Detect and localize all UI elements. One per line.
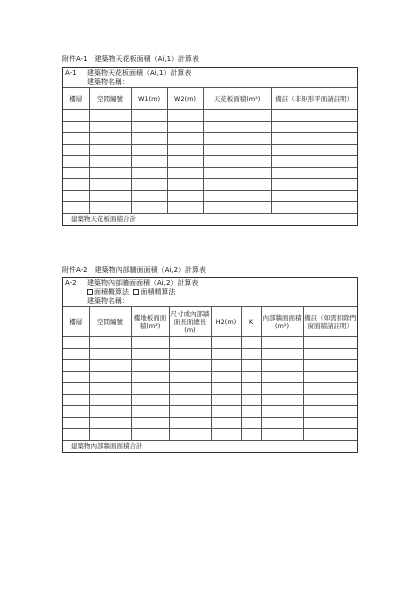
table-cell[interactable] [89,190,131,202]
table-cell[interactable] [131,110,167,122]
table-row [63,167,357,179]
table-row [63,429,357,441]
table-cell[interactable] [89,144,131,156]
table-row [63,121,357,133]
option1-label: 面積概算法 [94,288,129,296]
table-cell[interactable] [131,394,169,406]
table-cell[interactable] [211,383,241,395]
table-cell[interactable] [303,360,357,372]
table-cell[interactable] [167,167,203,179]
table-cell[interactable] [131,429,169,441]
table-cell[interactable] [89,337,131,349]
table-cell[interactable] [211,348,241,360]
table-row [63,202,357,214]
table-cell[interactable] [131,371,169,383]
table-cell[interactable] [169,394,211,406]
table-cell[interactable] [241,371,261,383]
table-cell[interactable] [63,406,89,418]
table-cell[interactable] [303,337,357,349]
table1-code: A-1 [65,69,77,77]
table1-caption: 附件A-1 建築物天花板面積（Ai,1）計算表 [62,55,200,63]
table-cell[interactable] [89,348,131,360]
table2-title: 建築物內部牆面面積（Ai,2）計算表 [87,279,199,287]
table-cell[interactable] [271,121,357,133]
table-row [63,406,357,418]
table-cell[interactable] [303,383,357,395]
table-cell[interactable] [131,121,167,133]
table-cell[interactable] [89,406,131,418]
table1-col-area: 天花板面積(m²) [203,88,271,110]
table2-col-wall-area: 內部牆面面積(m²) [261,307,303,337]
table2-total: 建築物內部牆面面積合計 [63,440,357,452]
table2-box [62,277,358,453]
table-cell[interactable] [203,156,271,168]
option2-checkbox[interactable] [133,289,139,295]
table-cell[interactable] [167,121,203,133]
table-cell[interactable] [63,167,89,179]
table-cell[interactable] [131,383,169,395]
table-cell[interactable] [63,121,89,133]
table-cell[interactable] [63,417,89,429]
table-cell[interactable] [271,144,357,156]
table-cell[interactable] [167,133,203,145]
table-cell[interactable] [131,167,167,179]
option2-label: 面積精算法 [140,288,176,296]
table-cell[interactable] [203,167,271,179]
table2-col-wall-length: 尺寸或內部牆面長面總長(m) [169,307,211,337]
table-cell[interactable] [303,406,357,418]
table-row [63,144,357,156]
table-cell[interactable] [63,348,89,360]
table-cell[interactable] [261,348,303,360]
table-cell[interactable] [271,179,357,191]
table1-title: 建築物天花板面積（Ai,1）計算表 [87,69,192,77]
table-cell[interactable] [241,337,261,349]
table-cell[interactable] [131,406,169,418]
table2-grid [63,306,357,452]
table-cell[interactable] [167,190,203,202]
table-row [63,348,357,360]
table-cell[interactable] [203,144,271,156]
table-cell[interactable] [63,144,89,156]
table-row [63,156,357,168]
table-row [63,383,357,395]
table-cell[interactable] [169,383,211,395]
table-cell[interactable] [89,133,131,145]
table-cell[interactable] [271,167,357,179]
option1-checkbox[interactable] [87,289,93,295]
table-cell[interactable] [211,394,241,406]
table-row [63,179,357,191]
table1-col-w1: W1(m) [131,88,167,110]
table-cell[interactable] [261,337,303,349]
table-cell[interactable] [241,417,261,429]
table-cell[interactable] [63,133,89,145]
table-cell[interactable] [63,371,89,383]
table-cell[interactable] [63,190,89,202]
table-cell[interactable] [203,110,271,122]
table-cell[interactable] [63,383,89,395]
table1-col-w2: W2(m) [167,88,203,110]
table-cell[interactable] [211,337,241,349]
table-cell[interactable] [169,429,211,441]
table-cell[interactable] [241,360,261,372]
table-cell[interactable] [241,348,261,360]
table-cell[interactable] [89,110,131,122]
table1-col-remark: 備註（非矩形平面請註明） [271,88,357,110]
table-cell[interactable] [167,144,203,156]
table-cell[interactable] [63,394,89,406]
table-cell[interactable] [167,179,203,191]
table-cell[interactable] [261,406,303,418]
table-cell[interactable] [131,190,167,202]
table-cell[interactable] [169,417,211,429]
table-cell[interactable] [203,121,271,133]
table-cell[interactable] [131,179,167,191]
table-cell[interactable] [169,371,211,383]
table-cell[interactable] [63,202,89,214]
table-cell[interactable] [203,190,271,202]
table-cell[interactable] [89,394,131,406]
table-row [63,337,357,349]
table-row [63,190,357,202]
table-row [63,110,357,122]
table-cell[interactable] [211,429,241,441]
table-cell[interactable] [63,110,89,122]
table-cell[interactable] [89,360,131,372]
table2-col-space-id: 空間編號 [89,307,131,337]
table-cell[interactable] [63,156,89,168]
table2-col-floor-area: 樓地板面面積(m²) [131,307,169,337]
table-cell[interactable] [211,360,241,372]
table1-box [62,67,358,226]
table-cell[interactable] [89,156,131,168]
table-row [63,371,357,383]
table-cell[interactable] [303,417,357,429]
table-cell[interactable] [261,383,303,395]
table1-building-name: 建築物名稱： [87,78,129,86]
table-cell[interactable] [271,156,357,168]
table-cell[interactable] [89,167,131,179]
table-cell[interactable] [241,406,261,418]
table-cell[interactable] [169,406,211,418]
table-cell[interactable] [131,144,167,156]
table-cell[interactable] [203,133,271,145]
table-cell[interactable] [89,121,131,133]
table-row [63,360,357,372]
table-cell[interactable] [131,202,167,214]
table-cell[interactable] [271,133,357,145]
table2-col-floor: 樓層 [63,307,89,337]
table2-building-name: 建築物名稱： [87,297,129,305]
table-row [63,394,357,406]
table-cell[interactable] [261,371,303,383]
table2-col-h2: H2(m) [211,307,241,337]
table-cell[interactable] [167,156,203,168]
table-cell[interactable] [261,394,303,406]
table-cell[interactable] [63,337,89,349]
table-cell[interactable] [303,394,357,406]
table2-col-remark: 備註（如需扣除門窗面積請註明） [303,307,357,337]
table-cell[interactable] [131,417,169,429]
table-cell[interactable] [167,110,203,122]
table-cell[interactable] [131,360,169,372]
table1-col-floor: 樓層 [63,88,89,110]
table-cell[interactable] [261,417,303,429]
table-row [63,417,357,429]
table-cell[interactable] [211,371,241,383]
table-cell[interactable] [131,337,169,349]
table-cell[interactable] [169,348,211,360]
table-cell[interactable] [203,179,271,191]
table2-code: A-2 [65,279,77,287]
table1-total: 建築物天花板面積合計 [63,213,357,225]
table-cell[interactable] [241,394,261,406]
table-cell[interactable] [63,179,89,191]
table2-header [63,278,357,306]
table-cell[interactable] [89,429,131,441]
table-cell[interactable] [89,383,131,395]
table-cell[interactable] [211,406,241,418]
table1-grid [63,87,357,225]
table2-col-k: K [241,307,261,337]
table-cell[interactable] [63,429,89,441]
table2-caption: 附件A-2 建築物內部牆面面積（Ai,2）計算表 [62,266,207,274]
table-cell[interactable] [261,429,303,441]
table-cell[interactable] [89,179,131,191]
table-cell[interactable] [169,337,211,349]
table-cell[interactable] [271,190,357,202]
table-cell[interactable] [241,429,261,441]
table-cell[interactable] [89,371,131,383]
table1-header [63,68,357,87]
table1-col-space-id: 空間編號 [89,88,131,110]
table-row [63,133,357,145]
table-cell[interactable] [211,417,241,429]
table-cell[interactable] [131,348,169,360]
table-cell[interactable] [303,348,357,360]
table-cell[interactable] [89,202,131,214]
table-cell[interactable] [131,133,167,145]
table-cell[interactable] [131,156,167,168]
table-cell[interactable] [303,429,357,441]
table-cell[interactable] [241,383,261,395]
table-cell[interactable] [303,371,357,383]
table-cell[interactable] [261,360,303,372]
table-cell[interactable] [167,202,203,214]
table-cell[interactable] [203,202,271,214]
table-cell[interactable] [271,202,357,214]
table-cell[interactable] [89,417,131,429]
table-cell[interactable] [271,110,357,122]
table-cell[interactable] [63,360,89,372]
table-cell[interactable] [169,360,211,372]
